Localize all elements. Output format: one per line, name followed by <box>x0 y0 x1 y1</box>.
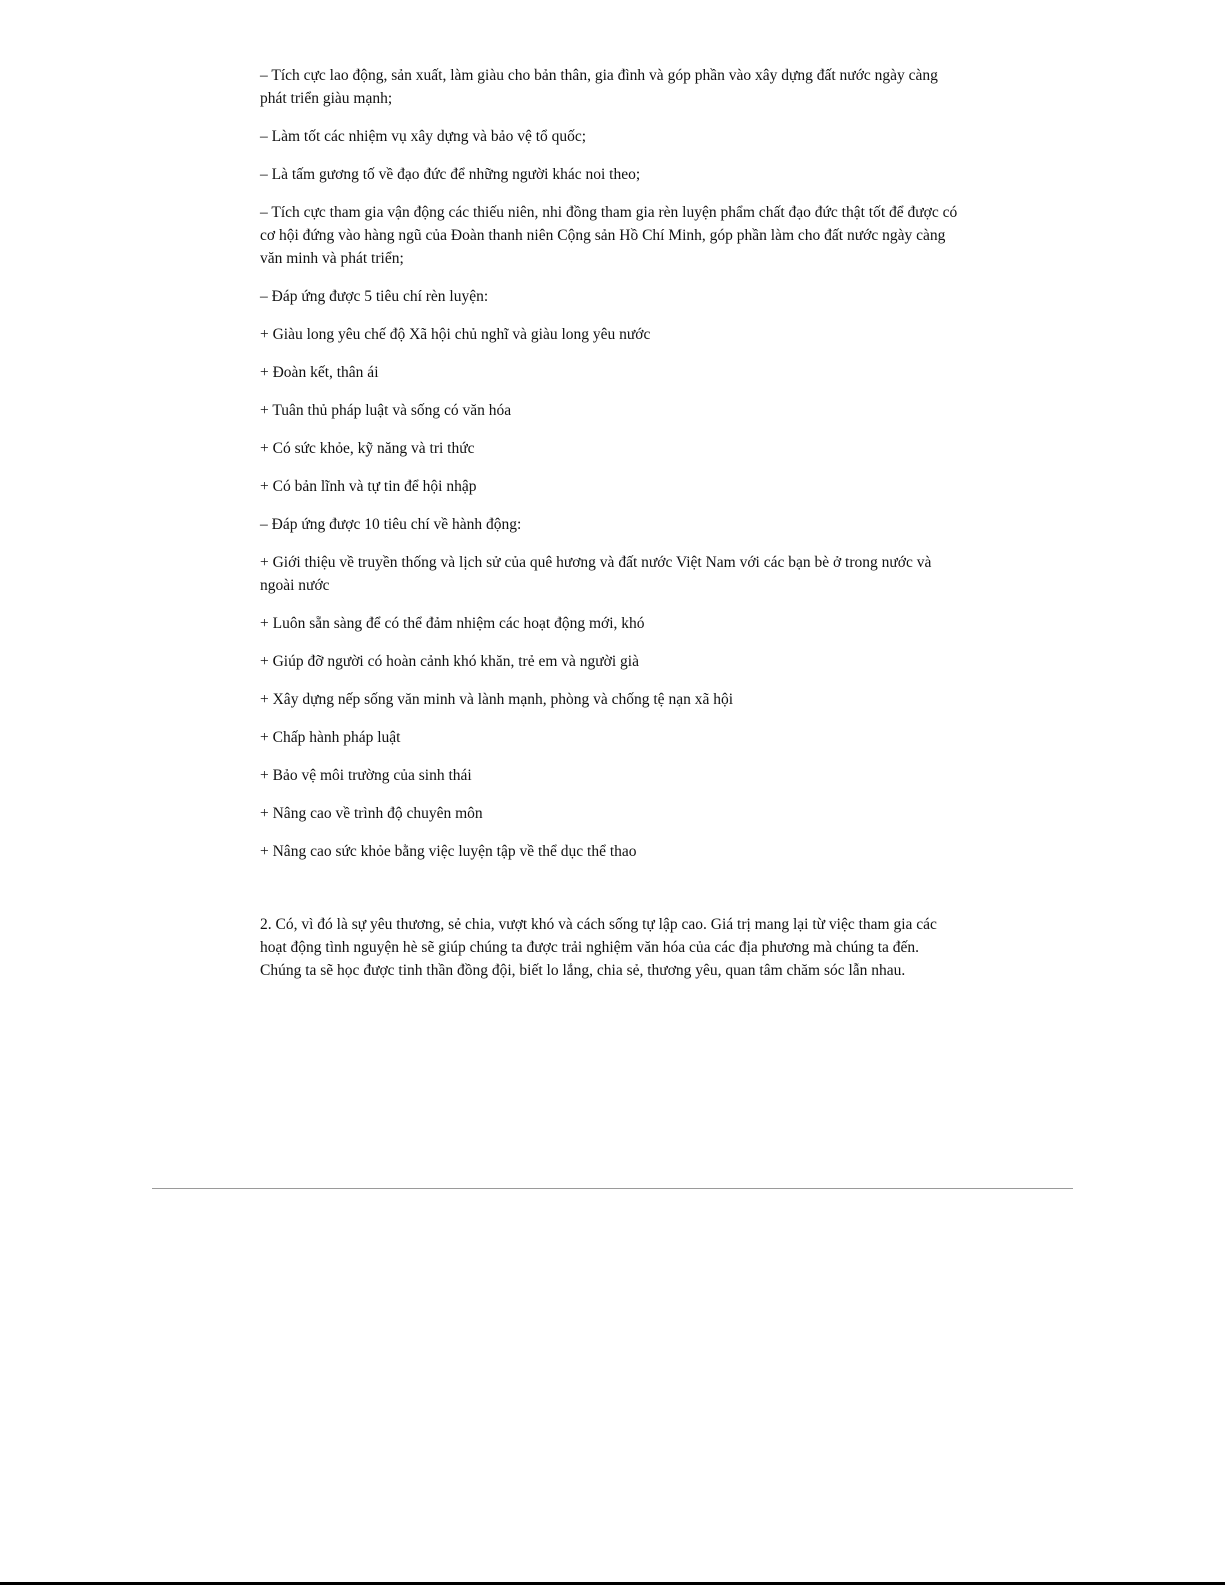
answer-paragraph: 2. Có, vì đó là sự yêu thương, sẻ chia, vượt khó và cách sống tự lập cao. Giá trị mang lại từ việc tham gia các hoạt động tình nguyện hè sẽ giúp chúng ta được trải nghiệm văn hóa của các địa phương mà chúng ta đến. Chúng ta sẽ học được tinh thần đồng đội, biết lo lắng, chia sẻ, thương yêu, quan tâm chăm sóc lẫn nhau. <box>260 916 937 979</box>
paragraph-ten-actions-heading: – Đáp ứng được 10 tiêu chí về hành động: <box>260 516 522 533</box>
list-item-action-3: + Giúp đỡ người có hoàn cảnh khó khăn, trẻ em và người già <box>260 653 639 670</box>
list-item-action-4: + Xây dựng nếp sống văn minh và lành mạnh, phòng và chống tệ nạn xã hội <box>260 691 734 708</box>
list-item-criterion-1: + Giàu long yêu chế độ Xã hội chủ nghĩ và giàu long yêu nước <box>260 326 651 343</box>
paragraph-work-hard: – Tích cực lao động, sản xuất, làm giàu cho bản thân, gia đình và góp phần vào xây dựng đất nước ngày càng phát triển giàu mạnh; <box>260 67 938 107</box>
list-item-action-6: + Bảo vệ môi trường của sinh thái <box>260 767 472 784</box>
list-item-action-2: + Luôn sẵn sàng để có thể đảm nhiệm các hoạt động mới, khó <box>260 615 645 632</box>
paragraph-five-criteria-heading: – Đáp ứng được 5 tiêu chí rèn luyện: <box>260 288 489 305</box>
page-divider <box>152 1188 1073 1189</box>
list-item-action-7: + Nâng cao về trình độ chuyên môn <box>260 805 483 822</box>
list-item-criterion-5: + Có bản lĩnh và tự tin để hội nhập <box>260 478 477 495</box>
document-body <box>260 64 960 997</box>
list-item-action-1: + Giới thiệu về truyền thống và lịch sử của quê hương và đất nước Việt Nam với các bạn bè ở trong nước và ngoài nước <box>260 554 932 594</box>
paragraph-defend-country: – Làm tốt các nhiệm vụ xây dựng và bảo vệ tổ quốc; <box>260 128 587 145</box>
list-item-criterion-2: + Đoàn kết, thân ái <box>260 364 379 381</box>
list-item-action-8: + Nâng cao sức khỏe bằng việc luyện tập về thể dục thể thao <box>260 843 637 860</box>
list-item-criterion-4: + Có sức khỏe, kỹ năng và tri thức <box>260 440 475 457</box>
list-item-criterion-3: + Tuân thủ pháp luật và sống có văn hóa <box>260 402 512 419</box>
paragraph-mobilize-youth: – Tích cực tham gia vận động các thiếu niên, nhi đồng tham gia rèn luyện phẩm chất đạo đức thật tốt để được có cơ hội đứng vào hàng ngũ của Đoàn thanh niên Cộng sản Hồ Chí Minh, góp phần làm cho đất nước ngày càng văn minh và phát triển; <box>260 204 958 267</box>
paragraph-role-model: – Là tấm gương tố về đạo đức để những người khác noi theo; <box>260 166 641 183</box>
list-item-action-5: + Chấp hành pháp luật <box>260 729 401 746</box>
